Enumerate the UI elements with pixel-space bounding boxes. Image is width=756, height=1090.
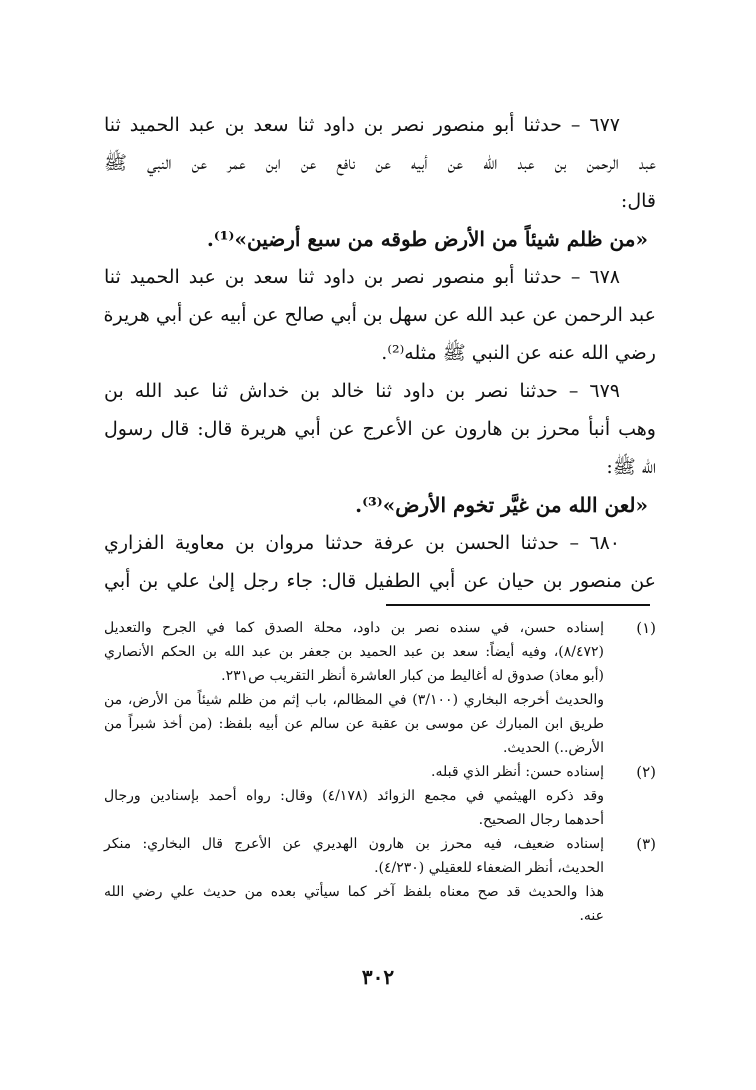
hadith-679-line-1: ٦٧٩ – حدثنا نصر بن داود ثنا خالد بن خداش ثنا عبد الله بن (104, 380, 620, 402)
footnote-3 (104, 832, 656, 928)
footnote-number: (١) (636, 619, 656, 637)
footnote-line: (٨/٤٧٢)، وفيه أيضاً: سعد بن عبد الحميد بن جعفر بن عبد الله بن الحكم الأنصاري (104, 644, 604, 660)
footnote-divider (386, 604, 650, 606)
footnote-line: وقد ذكره الهيثمي في مجمع الزوائد (٤/١٧٨) وقال: رواه أحمد بإسنادين ورجال (104, 788, 604, 804)
footnote-line: عنه. (579, 908, 604, 924)
footnote-line: إسناده ضعيف، فيه محرز بن هارون الهديري عن الأعرج قال البخاري: منكر (104, 836, 604, 852)
hadith-677-matn: «من ظلم شيئاً من الأرض طوقه من سبع أرضين»⁽¹⁾. (206, 227, 648, 251)
hadith-680-line-1: ٦٨٠ – حدثنا الحسن بن عرفة حدثنا مروان بن معاوية الفزاري (104, 532, 620, 554)
hadith-679-line-3: الله ﷺ: (606, 456, 656, 478)
footnote-line: إسناده حسن، في سنده نصر بن داود، محلة الصدق كما في الجرح والتعديل (104, 620, 604, 636)
footnote-1 (104, 616, 656, 760)
hadith-677-line-1: ٦٧٧ – حدثنا أبو منصور نصر بن داود ثنا سعد بن عبد الحميد ثنا (104, 114, 620, 136)
hadith-677-line-3: قال: (620, 190, 656, 212)
footnote-2 (104, 760, 656, 832)
footnote-line: (أبو معاذ) صدوق له أغاليط من كبار العاشرة أنظر التقريب ص٢٣١. (221, 668, 604, 684)
hadith-678-line-1: ٦٧٨ – حدثنا أبو منصور نصر بن داود ثنا سعد بن عبد الحميد ثنا (104, 266, 620, 288)
footnote-line: إسناده حسن: أنظر الذي قبله. (431, 764, 604, 780)
footnote-line: الحديث، أنظر الضعفاء للعقيلي (٤/٢٣٠). (374, 860, 604, 876)
footnotes (104, 616, 656, 928)
footnote-line: أحدهما رجال الصحيح. (478, 812, 604, 828)
hadith-679-matn: «لعن الله من غيَّر تخوم الأرض»⁽³⁾. (355, 493, 648, 517)
hadith-678-line-3: رضي الله عنه عن النبي ﷺ مثله⁽²⁾. (381, 342, 656, 364)
footnote-line: هذا والحديث قد صح معناه بلفظ آخر كما سيأتي بعده من حديث علي رضي الله (104, 884, 604, 900)
hadith-679-line-2: وهب أنبأ محرز بن هارون عن الأعرج عن أبي هريرة قال: قال رسول (104, 418, 656, 440)
footnote-line: الأرض..) الحديث. (502, 740, 604, 756)
page-number: ٣٠٢ (361, 965, 395, 989)
hadith-680-line-2: عن منصور بن حيان عن أبي الطفيل قال: جاء رجل إلىٰ علي بن أبي (104, 570, 656, 592)
footnote-number: (٢) (636, 763, 656, 781)
hadith-677-line-2: عبد الرحمن بن عبد الله عن أبيه عن نافع عن ابن عمر عن النبي ﷺ (104, 152, 656, 174)
hadith-678-line-2: عبد الرحمن عن عبد الله عن سهل بن أبي صالح عن أبيه عن أبي هريرة (103, 304, 656, 326)
footnote-number: (٣) (636, 835, 656, 853)
footnote-line: طريق ابن المبارك عن موسى بن عقبة عن سالم عن أبيه بلفظ: (من أخذ شبراً من (104, 716, 604, 732)
main-text (104, 106, 656, 600)
footnote-line: والحديث أخرجه البخاري (٣/١٠٠) في المظالم، باب إثم من ظلم شيئاً من الأرض، من (104, 692, 604, 708)
